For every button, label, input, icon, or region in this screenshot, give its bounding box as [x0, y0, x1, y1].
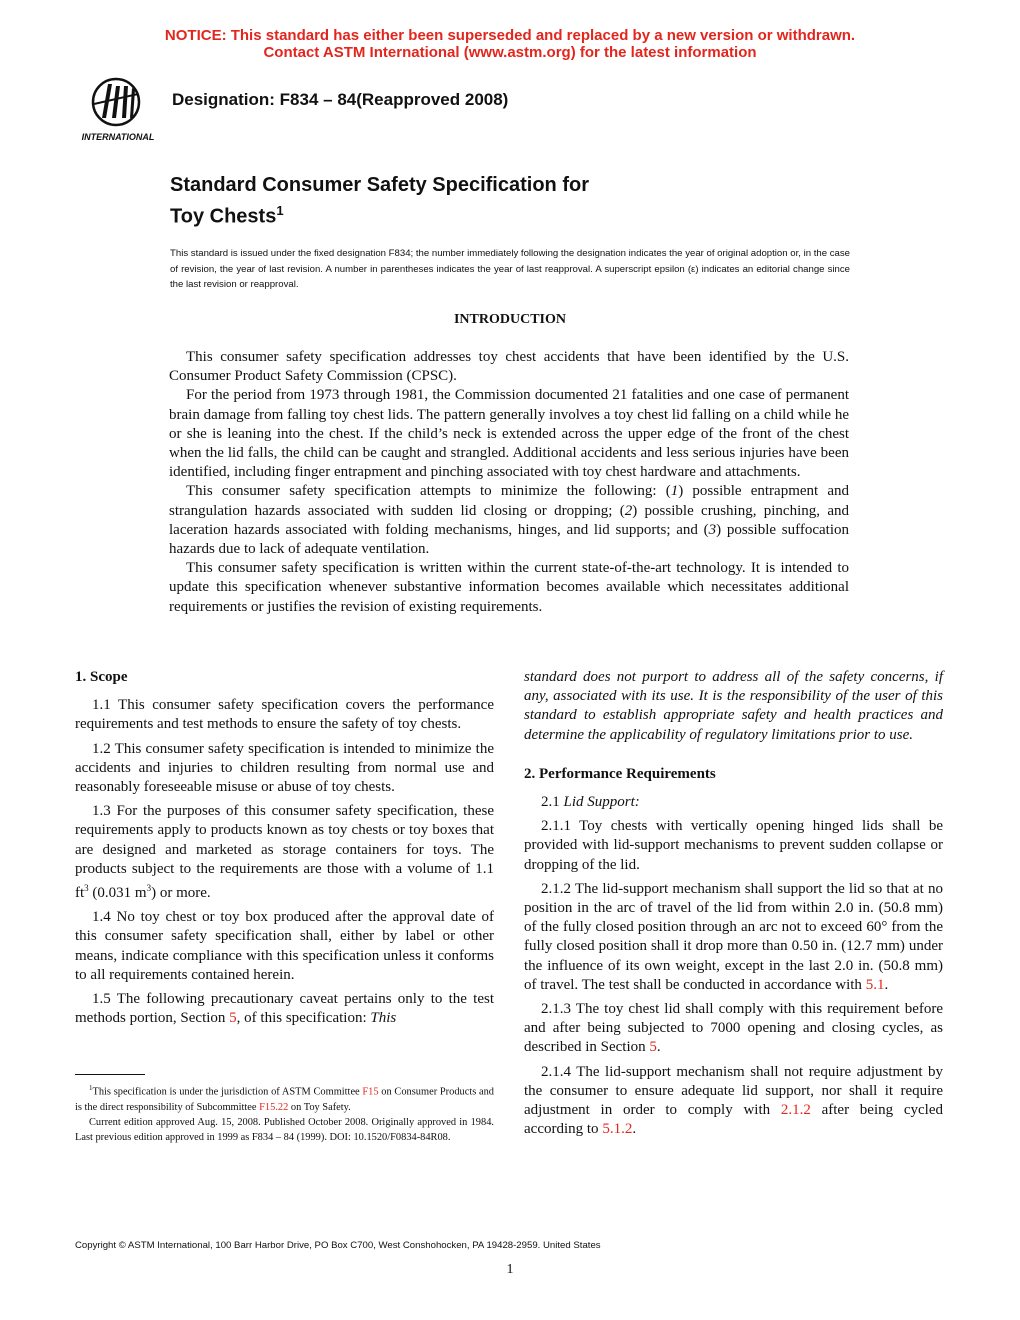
astm-logo-mark	[72, 74, 164, 144]
section-1-2: 1.2 This consumer safety specification is intended to minimize the accidents and injuries to children resulting from normal use and reasonably foreseeable misuse or abuse of toy chests.	[75, 740, 494, 796]
scope-heading: 1. Scope	[75, 669, 128, 685]
subcommittee-f15-22-link[interactable]: F15.22	[259, 1101, 289, 1113]
title-line-1: Standard Consumer Safety Specification for	[170, 174, 589, 196]
section-1-5: 1.5 The following precautionary caveat pertains only to the test methods portion, Section 5, of this specification: This	[75, 991, 494, 1027]
logo-wordmark: INTERNATIONAL	[81, 132, 155, 142]
intro-paragraph-1: This consumer safety specification addresses toy chest accidents that have been identified by the U.S. Consumer Product Safety Commission (CPSC).	[169, 349, 849, 385]
section-2-1-3: 2.1.3 The toy chest lid shall comply with this requirement before and after being subjected to 7000 opening and closing cycles, as described in Section 5.	[524, 1001, 943, 1056]
footnote-2: Current edition approved Aug. 15, 2008. Published October 2008. Originally approved in 1984. Last previous edition approved in 1999 as F834 – 84 (1999). DOI: 10.1520/F0834-84R08.	[75, 1117, 494, 1144]
section-1-3: 1.3 For the purposes of this consumer safety specification, these requirements apply to products known as toy chests or toy boxes that are designed and marketed as storage containers for toys. The products subject to the requirements are those with a volume of 1.1 $ft^3$ (0.031 $m^3$) or more.	[75, 803, 494, 902]
section-2-1-2: 2.1.2 The lid-support mechanism shall support the lid so that at no position in the arc of travel of the lid from within 2.0 in. (50.8 mm) of the fully closed position through an arc not to exceed 60° from the fully closed position shall it drop more than 0.50 in. (12.7 mm) under the influence of its own weight, except in the last 2.0 in. (50.8 mm) of travel. The test shall be conducted in accordance with 5.1.	[524, 880, 943, 993]
withdrawal-notice	[0, 27, 1020, 61]
page-number: 1	[506, 1262, 514, 1277]
section-2-1-4: 2.1.4 The lid-support mechanism shall not require adjustment by the consumer to ensure adequate lid support, nor shall it require adjustment in order to comply with 2.1.2 after being cycled according to 5.1.2.	[524, 1063, 943, 1138]
section-5-link[interactable]: 5	[229, 1010, 237, 1027]
title-footnote-mark: 1	[276, 203, 284, 218]
section-2-1: 2.1 Lid Support:	[541, 794, 640, 811]
intro-paragraph-4: This consumer safety specification is written within the current state-of-the-art technology. It is intended to update this specification whenever substantive information becomes available which necessitates additional requirements or justifies the revision of existing requirements.	[169, 560, 849, 615]
footnote-1: $^1$This specification is under the jurisdiction of ASTM Committee F15 on Consumer Products and is the direct responsibility of Subcommittee F15.22 on Toy Safety.	[75, 1084, 494, 1113]
section-5-link-2[interactable]: 5	[649, 1039, 657, 1056]
section-5-1-2-link[interactable]: 5.1.2	[602, 1121, 633, 1138]
intro-paragraph-2: For the period from 1973 through 1981, the Commission documented 21 fatalities and one case of permanent brain damage from falling toy chest lids. The pattern generally involves a toy chest lid falling on a child while he or she is leaning into the chest. If the child’s neck is extended across the upper edge of the front of the chest when the lid falls, the child can be caught and strangled. Additional accidents and less serious injuries have been identified, including finger entrapment and pinching associated with toy chest hardware and attachments.	[169, 387, 849, 481]
notice-line-2: Contact ASTM International (www.astm.org) for the latest information	[263, 44, 757, 61]
introduction-body	[169, 348, 849, 617]
introduction-heading: INTRODUCTION	[453, 312, 566, 327]
document-title	[170, 173, 589, 230]
issued-note: This standard is issued under the fixed designation F834; the number immediately following the designation indicates the year of original adoption or, in the case of revision, the year of last revision. A number in parentheses indicates the year of last reapproval. A superscript epsilon (ε) indicates an editorial change since the last revision or reapproval.	[170, 248, 850, 290]
footnote-divider	[75, 1074, 145, 1075]
copyright-line: Copyright © ASTM International, 100 Barr Harbor Drive, PO Box C700, West Conshohocken, PA 19428-2959. United States	[75, 1240, 601, 1251]
intro-paragraph-3: This consumer safety specification attempts to minimize the following: (1) possible entrapment and strangulation hazards associated with sudden lid closing or dropping; (2) possible crushing, pinching, and laceration hazards associated with folding mechanisms, hinges, and lid supports; and (3) possible suffocation hazards due to lack of adequate ventilation.	[169, 483, 849, 558]
notice-line-1: NOTICE: This standard has either been superseded and replaced by a new version or withdrawn.	[164, 27, 856, 44]
astm-logo	[72, 74, 164, 144]
caveat-continued: standard does not purport to address all of the safety concerns, if any, associated with its use. It is the responsibility of the user of this standard to establish appropriate safety and health practices and determine the applicability of regulatory limitations prior to use.	[524, 669, 943, 743]
section-1-4: 1.4 No toy chest or toy box produced after the approval date of this consumer safety specification shall, either by label or other means, indicate compliance with this specification unless it conforms to all requirements contained herein.	[75, 909, 494, 983]
left-column	[75, 668, 494, 1033]
section-1-1: 1.1 This consumer safety specification covers the performance requirements and test methods to ensure the safety of toy chests.	[75, 697, 494, 733]
title-line-2: Toy Chests	[170, 205, 277, 228]
designation: Designation: F834 – 84(Reapproved 2008)	[172, 90, 509, 109]
right-column	[524, 668, 943, 1144]
section-2-1-1: 2.1.1 Toy chests with vertically opening hinged lids shall be provided with lid-support mechanisms to prevent sudden collapse or dropping of the lid.	[524, 818, 943, 873]
committee-f15-link[interactable]: F15	[362, 1086, 379, 1098]
section-2-1-2-link[interactable]: 2.1.2	[780, 1102, 811, 1119]
section-5-1-link[interactable]: 5.1	[865, 976, 885, 993]
footnotes	[75, 1081, 494, 1146]
performance-heading: 2. Performance Requirements	[524, 765, 716, 782]
